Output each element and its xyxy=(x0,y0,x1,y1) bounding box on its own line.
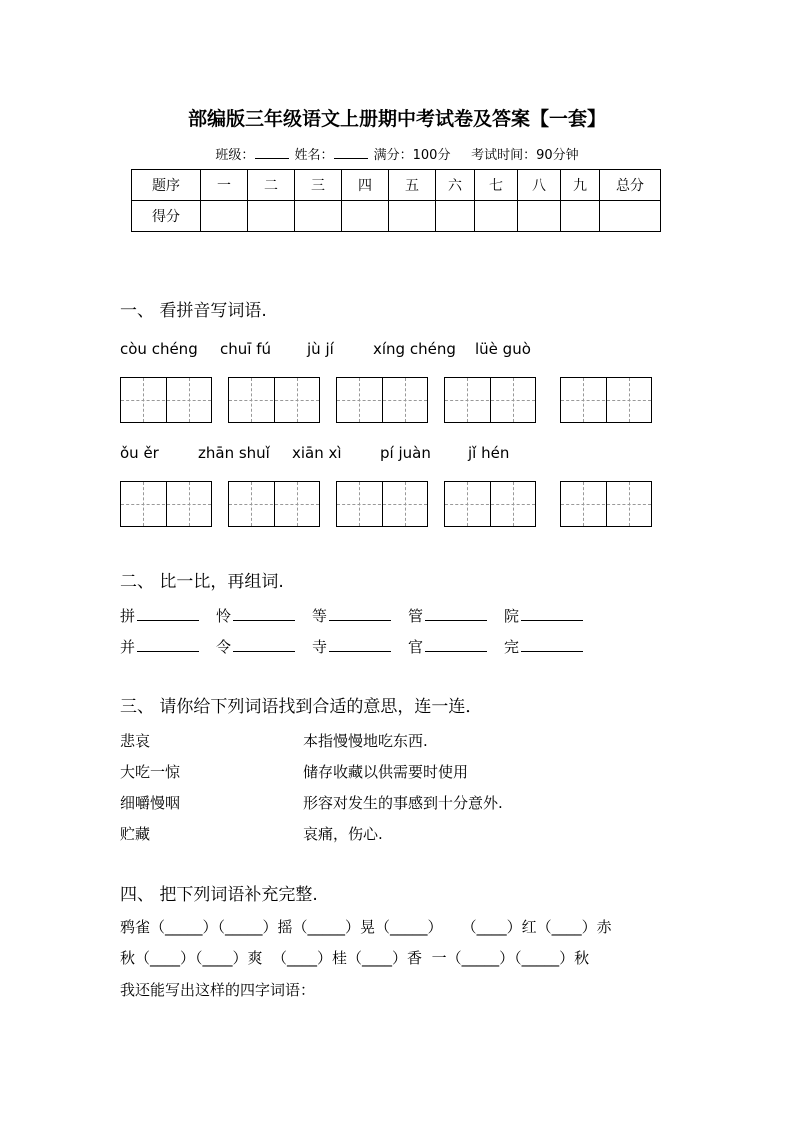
fill-idiom-line[interactable]: 秋（____）（____）爽 （____）桂（____）香 一（_____）（_____）秋 xyxy=(120,949,590,967)
compare-char: 管 xyxy=(408,607,424,625)
writing-grid-row xyxy=(0,481,794,527)
exam-time: 考试时间：90分钟 xyxy=(471,148,579,163)
answer-blank[interactable] xyxy=(521,606,583,621)
section4-heading: 四、 把下列词语补充完整. xyxy=(120,885,318,905)
writing-grid[interactable] xyxy=(444,481,536,527)
score-header-cell: 七 xyxy=(475,170,518,201)
match-meaning[interactable]: 形容对发生的事感到十分意外. xyxy=(303,794,503,812)
compare-item xyxy=(504,636,583,657)
score-cell[interactable] xyxy=(389,201,436,232)
section1-heading: 一、 看拼音写词语. xyxy=(120,301,267,321)
score-header-row xyxy=(132,170,661,201)
compare-char: 令 xyxy=(216,638,232,656)
compare-char: 完 xyxy=(504,638,520,656)
compare-item xyxy=(120,605,199,626)
compare-char: 院 xyxy=(504,607,520,625)
pinyin-item: chuī fú xyxy=(220,340,271,358)
writing-grid[interactable] xyxy=(228,481,320,527)
compare-char: 等 xyxy=(312,607,328,625)
score-cell[interactable] xyxy=(295,201,342,232)
score-header-cell: 二 xyxy=(248,170,295,201)
pinyin-item: xiān xì xyxy=(292,444,342,462)
answer-blank[interactable] xyxy=(425,637,487,652)
score-table xyxy=(131,169,661,232)
section2-heading: 二、 比一比，再组词. xyxy=(120,572,284,592)
writing-grid[interactable] xyxy=(336,377,428,423)
answer-blank[interactable] xyxy=(521,637,583,652)
writing-grid[interactable] xyxy=(120,481,212,527)
score-header-cell: 六 xyxy=(436,170,475,201)
pinyin-item: jǐ hén xyxy=(468,444,510,462)
score-header-cell: 一 xyxy=(201,170,248,201)
answer-blank[interactable] xyxy=(233,637,295,652)
score-cell[interactable] xyxy=(248,201,295,232)
score-cell[interactable] xyxy=(201,201,248,232)
pinyin-item: còu chéng xyxy=(120,340,198,358)
pinyin-item: lüè guò xyxy=(475,340,531,358)
score-header-cell: 八 xyxy=(518,170,561,201)
answer-blank[interactable] xyxy=(233,606,295,621)
compare-char: 怜 xyxy=(216,607,232,625)
compare-item xyxy=(216,605,295,626)
compare-char: 并 xyxy=(120,638,136,656)
fill-idiom-line[interactable]: 鸦雀（_____）（_____）摇（_____）晃（_____） （____）红（____）赤 xyxy=(120,918,612,936)
score-row-label: 得分 xyxy=(132,201,201,232)
writing-grid[interactable] xyxy=(120,377,212,423)
pinyin-item: jù jí xyxy=(307,340,334,358)
match-meaning[interactable]: 本指慢慢地吃东西. xyxy=(303,732,428,750)
score-header-cell: 题序 xyxy=(132,170,201,201)
compare-char: 寺 xyxy=(312,638,328,656)
compare-item xyxy=(408,636,487,657)
answer-blank[interactable] xyxy=(329,637,391,652)
writing-grid[interactable] xyxy=(444,377,536,423)
compare-item xyxy=(504,605,583,626)
class-blank[interactable] xyxy=(255,146,289,159)
writing-grid[interactable] xyxy=(336,481,428,527)
match-meaning[interactable]: 哀痛，伤心. xyxy=(303,825,383,843)
answer-blank[interactable] xyxy=(137,637,199,652)
section3-heading: 三、 请你给下列词语找到合适的意思，连一连． xyxy=(120,697,483,717)
score-header-cell: 五 xyxy=(389,170,436,201)
exam-meta xyxy=(0,144,794,163)
match-word[interactable]: 细嚼慢咽 xyxy=(120,794,181,812)
score-cell[interactable] xyxy=(342,201,389,232)
answer-blank[interactable] xyxy=(425,606,487,621)
writing-grid[interactable] xyxy=(560,481,652,527)
writing-grid[interactable] xyxy=(228,377,320,423)
page-title: 部编版三年级语文上册期中考试卷及答案【一套】 xyxy=(187,108,606,130)
compare-item xyxy=(408,605,487,626)
compare-char: 拼 xyxy=(120,607,136,625)
pinyin-item: zhān shuǐ xyxy=(198,444,270,462)
pinyin-item: ǒu ěr xyxy=(120,444,159,462)
writing-grid-row xyxy=(0,377,794,423)
match-word[interactable]: 大吃一惊 xyxy=(120,763,181,781)
class-label: 班级： xyxy=(215,148,255,163)
pinyin-item: xíng chéng xyxy=(373,340,456,358)
match-meaning[interactable]: 储存收藏以供需要时使用 xyxy=(303,763,469,781)
match-word[interactable]: 贮藏 xyxy=(120,825,151,843)
compare-item xyxy=(216,636,295,657)
pinyin-item: pí juàn xyxy=(380,444,431,462)
score-cell[interactable] xyxy=(600,201,661,232)
compare-char: 官 xyxy=(408,638,424,656)
score-cell[interactable] xyxy=(436,201,475,232)
score-header-cell: 三 xyxy=(295,170,342,201)
score-value-row xyxy=(132,201,661,232)
score-header-cell: 总分 xyxy=(600,170,661,201)
answer-blank[interactable] xyxy=(329,606,391,621)
name-label: 姓名： xyxy=(294,148,334,163)
match-word[interactable]: 悲哀 xyxy=(120,732,151,750)
compare-item xyxy=(312,636,391,657)
score-cell[interactable] xyxy=(518,201,561,232)
answer-blank[interactable] xyxy=(137,606,199,621)
score-header-cell: 九 xyxy=(561,170,600,201)
compare-item xyxy=(312,605,391,626)
score-header-cell: 四 xyxy=(342,170,389,201)
score-cell[interactable] xyxy=(475,201,518,232)
name-blank[interactable] xyxy=(334,146,368,159)
compare-item xyxy=(120,636,199,657)
extra-prompt: 我还能写出这样的四字词语： xyxy=(120,981,316,999)
writing-grid[interactable] xyxy=(560,377,652,423)
full-score: 满分：100分 xyxy=(373,148,451,163)
score-cell[interactable] xyxy=(561,201,600,232)
